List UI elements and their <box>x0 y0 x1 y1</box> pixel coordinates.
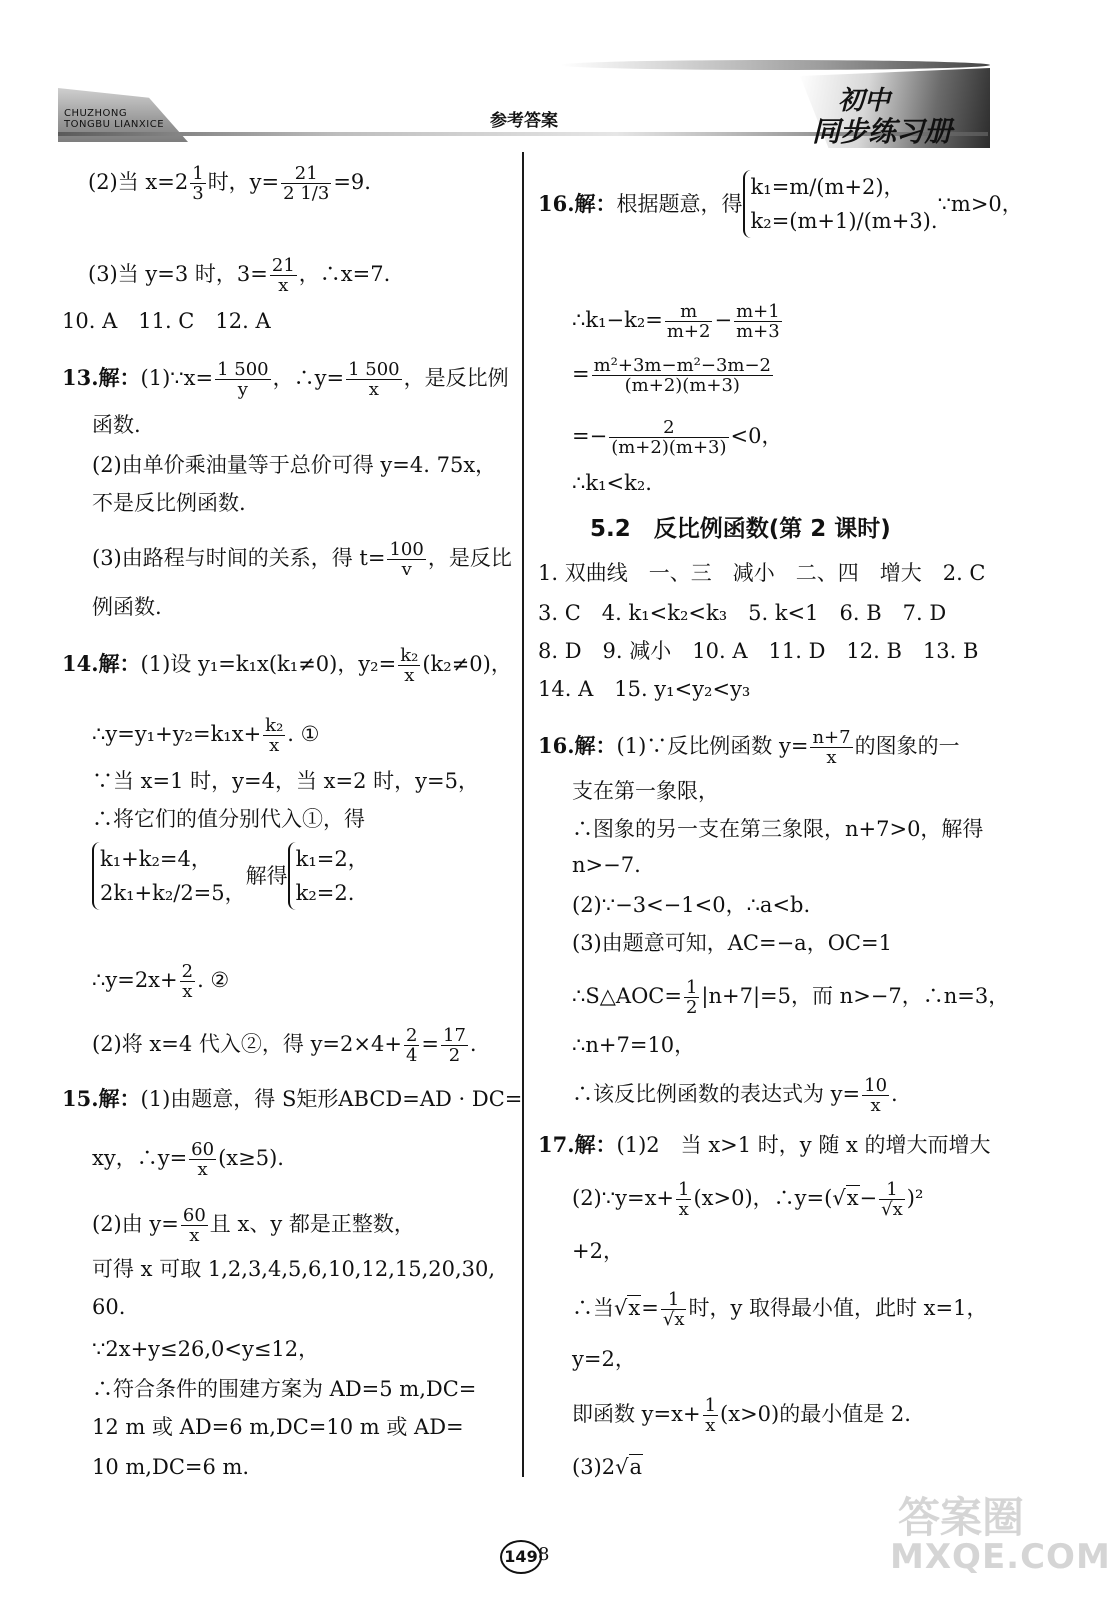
brand-en-line1: CHUZHONG <box>64 108 128 119</box>
answer-line: ∴图象的另一支在第三象限，n+7>0，解得 <box>572 817 984 841</box>
header-swoosh <box>560 60 990 70</box>
answer-line: ∴y=2x+ $\frac{2}{x}$ . ② <box>92 961 230 1002</box>
answer-line: (2)由 y= $\frac{60}{x}$ 且 x、y 都是正整数， <box>92 1205 415 1246</box>
answer-line: ∴当√x= $\frac{1}{√x}$ 时，y 取得最小值，此时 x=1， <box>572 1289 988 1330</box>
answer-line: 15.解：(1)由题意，得 S矩形ABCD=AD · DC= <box>62 1086 523 1111</box>
brand-en <box>64 108 164 130</box>
answer-line: ∴n+7=10， <box>572 1033 696 1057</box>
column-divider <box>522 152 524 1477</box>
answer-line: ∵2x+y≤26,0<y≤12， <box>92 1337 320 1361</box>
answer-line: ∵当 x=1 时，y=4，当 x=2 时，y=5， <box>92 769 479 793</box>
answer-line: 13.解：(1)∵x= $\frac{1 500}{y}$ ，∴y= $\frac{1 500}{x}$ ，是反比例 <box>62 359 509 400</box>
answer-line: (2)∵y=x+ $\frac{1}{x}$ (x>0)，∴y=(√x− $\frac{1}{√x}$ )² <box>572 1179 924 1220</box>
answer-line: xy，∴y= $\frac{60}{x}$ (x≥5). <box>92 1139 284 1180</box>
watermark <box>880 1485 1111 1585</box>
watermark-en: MXQE.COM <box>890 1537 1111 1577</box>
answer-line: (2)当 x=2 $\frac{1}{3}$ 时，y= $\frac{21}{2 1/3}$ =9. <box>88 163 371 204</box>
answer-line: ∴y=y₁+y₂=k₁x+ $\frac{\text{k₂}}{x}$ . ① <box>92 715 320 756</box>
brand-cn-line2: 同步练习册 <box>812 115 953 148</box>
watermark-cn: 答案圈 <box>898 1493 1025 1542</box>
answer-line: 不是反比例函数. <box>92 491 246 515</box>
answer-line: 14.解：(1)设 y₁=k₁x(k₁≠0)，y₂= $\frac{\text{k₂}}{x}$ (k₂≠0)， <box>62 645 512 686</box>
answer-line: (3)2√a <box>572 1455 643 1479</box>
page-number: 149 <box>500 1540 542 1574</box>
answer-line: = $\frac{\text{m²+3m−m²−3m−2}}{(m+2)(m+3)}$ <box>572 355 771 396</box>
section-heading: 5.2 反比例函数(第 2 课时) <box>590 516 891 542</box>
page-number-ornament: 8 <box>538 1544 550 1565</box>
equation-system: k₁+k₂=4， 2k₁+k₂/2=5， 解得 k₁=2， k₂=2. <box>92 842 369 910</box>
page-header <box>0 0 1073 150</box>
brand-cn-line1: 初中 <box>838 86 891 116</box>
answer-line: ∴符合条件的围建方案为 AD=5 m,DC= <box>92 1377 477 1401</box>
answer-line: 17.解：(1)2 当 x>1 时，y 随 x 的增大而增大 <box>538 1132 991 1157</box>
answer-line: ∴S△AOC= $\frac{1}{2}$ |n+7|=5，而 n>−7，∴n=3， <box>572 977 1010 1018</box>
answer-line: (3)由路程与时间的关系，得 t= $\frac{100}{v}$ ，是反比 <box>92 539 512 580</box>
answer-line: 60. <box>92 1295 126 1319</box>
answer-line: 8. D 9. 减小 10. A 11. D 12. B 13. B <box>538 639 979 663</box>
answer-line: (3)当 y=3 时，3= $\frac{21}{x}$ ，∴x=7. <box>88 255 391 296</box>
answer-line: ∴将它们的值分别代入①，得 <box>92 807 365 831</box>
answer-line: 3. C 4. k₁<k₂<k₃ 5. k<1 6. B 7. D <box>538 601 947 625</box>
answer-line: 例函数. <box>92 595 162 619</box>
answer-line: 可得 x 可取 1,2,3,4,5,6,10,12,15,20,30, <box>92 1257 496 1281</box>
answer-line: +2， <box>572 1239 624 1263</box>
answer-line: 即函数 y=x+ $\frac{1}{x}$ (x>0)的最小值是 2. <box>572 1395 911 1436</box>
page-title: 参考答案 <box>490 111 558 131</box>
answer-line: 12 m 或 AD=6 m,DC=10 m 或 AD= <box>92 1415 464 1439</box>
answer-line: ∴k₁−k₂= $\frac{m}{m+2}$ − $\frac{m+1}{m+3}$ <box>572 301 780 342</box>
answer-line: =− $\frac{2}{(m+2)(m+3)}$ <0， <box>572 417 783 458</box>
answer-line: 10 m,DC=6 m. <box>92 1455 250 1479</box>
answer-line: 14. A 15. y₁<y₂<y₃ <box>538 677 751 701</box>
answer-line: 支在第一象限， <box>572 779 719 803</box>
answer-line: ∴该反比例函数的表达式为 y= $\frac{10}{x}$ . <box>572 1075 898 1116</box>
answer-line: (2)∵−3<−1<0，∴a<b. <box>572 893 811 917</box>
answer-line: 10. A 11. C 12. A <box>62 309 271 333</box>
answer-line: n>−7. <box>572 853 641 877</box>
answer-line: 1. 双曲线 一、三 减小 二、四 增大 2. C <box>538 561 986 585</box>
answer-line: (2)由单价乘油量等于总价可得 y=4. 75x， <box>92 453 497 477</box>
answer-line: ∴k₁<k₂. <box>572 471 652 495</box>
answer-line: y=2， <box>572 1347 636 1371</box>
answer-line: (2)将 x=4 代入②，得 y=2×4+ $\frac{2}{4}$ = $\frac{17}{2}$ . <box>92 1025 477 1066</box>
answer-line: (3)由题意可知，AC=−a，OC=1 <box>572 931 892 955</box>
answer-line: 16.解：(1)∵反比例函数 y= $\frac{n+7}{x}$ 的图象的一 <box>538 727 960 768</box>
answer-line: 16.解：根据题意，得 k₁=m/(m+2)， k₂=(m+1)/(m+3). ∵m>0， <box>538 170 1023 238</box>
answer-line: 函数. <box>92 413 141 437</box>
brand-en-line2: TONGBU LIANXICE <box>64 119 165 130</box>
